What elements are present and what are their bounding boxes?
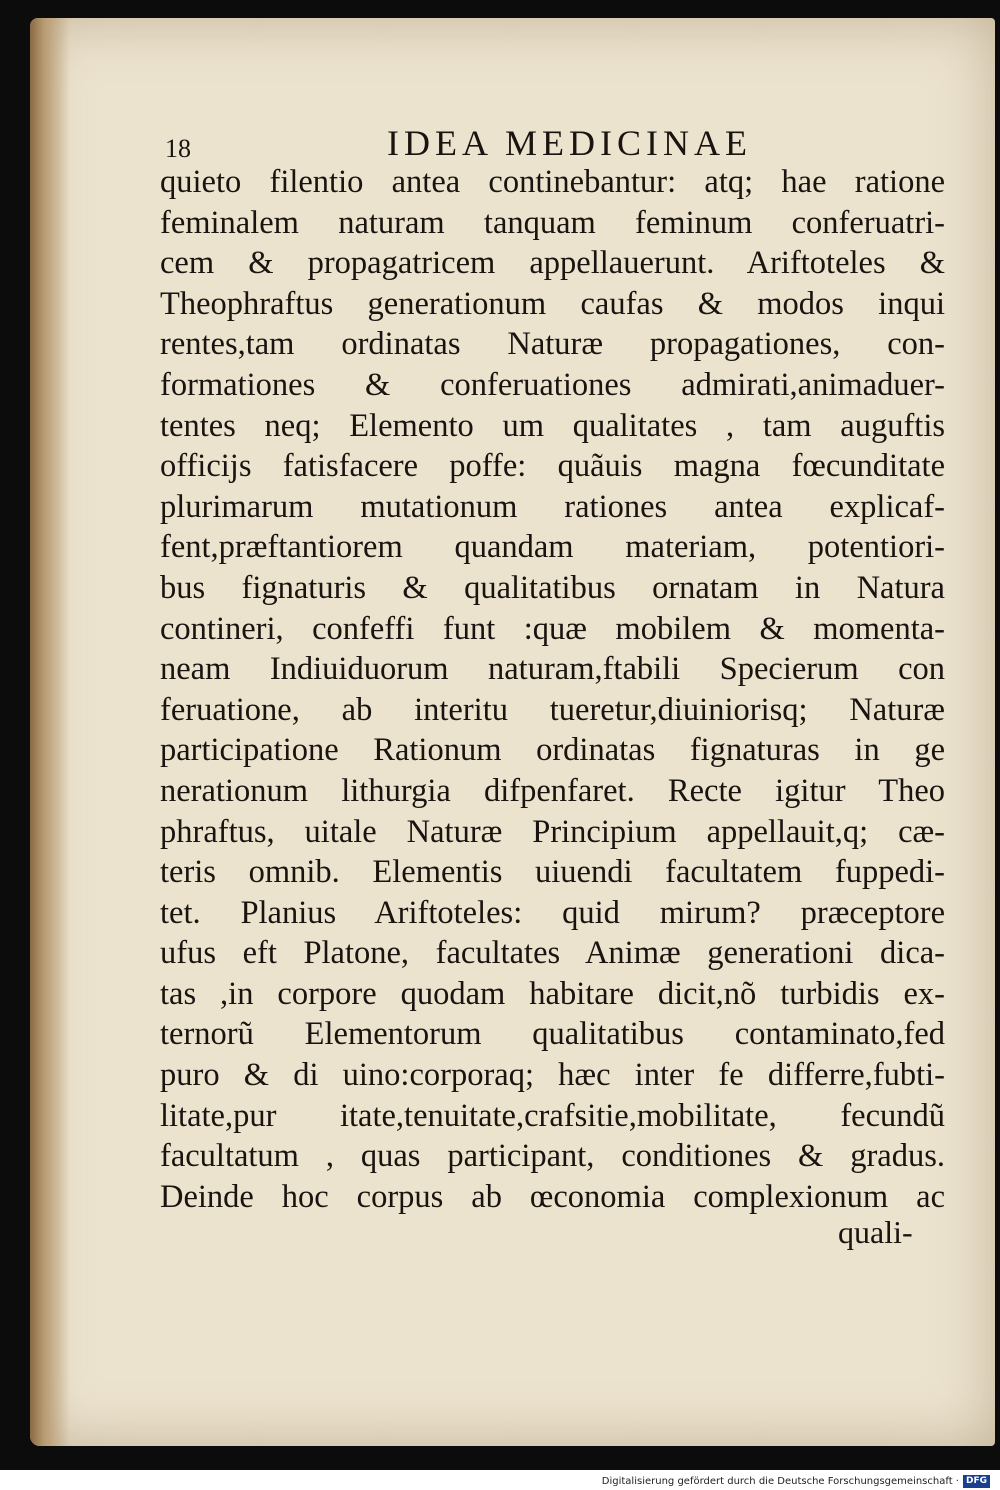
dfg-logo-icon: DFG — [963, 1475, 990, 1488]
text-line: tet. Planius Ariftoteles: quid mirum? præceptore — [160, 894, 945, 931]
credit-text: Digitalisierung gefördert durch die Deutsche Forschungsgemeinschaft · — [601, 1475, 959, 1487]
digitization-credit — [602, 1474, 990, 1488]
page-binding-edge — [30, 18, 70, 1446]
text-line: feruatione, ab interitu tueretur,diuiniorisq; Naturæ — [160, 691, 945, 728]
text-line: tentes neq; Elemento um qualitates , tam auguftis — [160, 407, 945, 444]
text-line: officijs fatisfacere poffe: quãuis magna fœcunditate — [160, 448, 945, 485]
text-line: ternorũ Elementorum qualitatibus contaminato,fed — [160, 1016, 945, 1053]
text-line: Theophraftus generationum caufas & modos inqui — [160, 285, 945, 322]
catchword: quali- — [838, 1214, 913, 1250]
text-line: facultatum , quas participant, conditiones & gradus. — [160, 1138, 945, 1175]
text-line: participatione Rationum ordinatas fignaturas in ge — [160, 732, 945, 769]
text-line: teris omnib. Elementis uiuendi facultatem fuppedi- — [160, 854, 945, 891]
text-line: phraftus, uitale Naturæ Principium appellauit,q; cæ- — [160, 813, 945, 850]
running-head: IDEA MEDICINAE — [387, 123, 752, 163]
body-text — [160, 162, 945, 1217]
text-line: ufus eft Platone, facultates Animæ generationi dica- — [160, 935, 945, 972]
text-line: quieto filentio antea continebantur: atq; hae ratione — [160, 164, 945, 200]
text-line: bus fignaturis & qualitatibus ornatam in Natura — [160, 569, 945, 606]
text-line: litate,pur itate,tenuitate,crafsitie,mobilitate, fecundũ — [160, 1097, 945, 1134]
text-line: tas ,in corpore quodam habitare dicit,nõ turbidis ex- — [160, 975, 945, 1012]
text-line: contineri, confeffi funt :quæ mobilem & momenta- — [160, 610, 945, 647]
text-line: neam Indiuiduorum naturam,ftabili Specierum con — [160, 651, 945, 688]
text-line: puro & di uino:corporaq; hæc inter fe differre,fubti- — [160, 1057, 945, 1094]
text-line: formationes & conferuationes admirati,animaduer- — [160, 366, 945, 403]
text-line: Deinde hoc corpus ab œconomia complexionum ac — [160, 1178, 945, 1215]
text-line: rentes,tam ordinatas Naturæ propagationes, con- — [160, 326, 945, 363]
text-line: feminalem naturam tanquam feminum conferuatri- — [160, 204, 945, 241]
text-line: fent,præftantiorem quandam materiam, potentiori- — [160, 529, 945, 566]
page-number: 18 — [165, 134, 191, 163]
text-line: cem & propagatricem appellauerunt. Ariftoteles & — [160, 245, 945, 282]
text-line: plurimarum mutationum rationes antea explicaf- — [160, 488, 945, 525]
text-line: nerationum lithurgia difpenfaret. Recte igitur Theo — [160, 772, 945, 809]
